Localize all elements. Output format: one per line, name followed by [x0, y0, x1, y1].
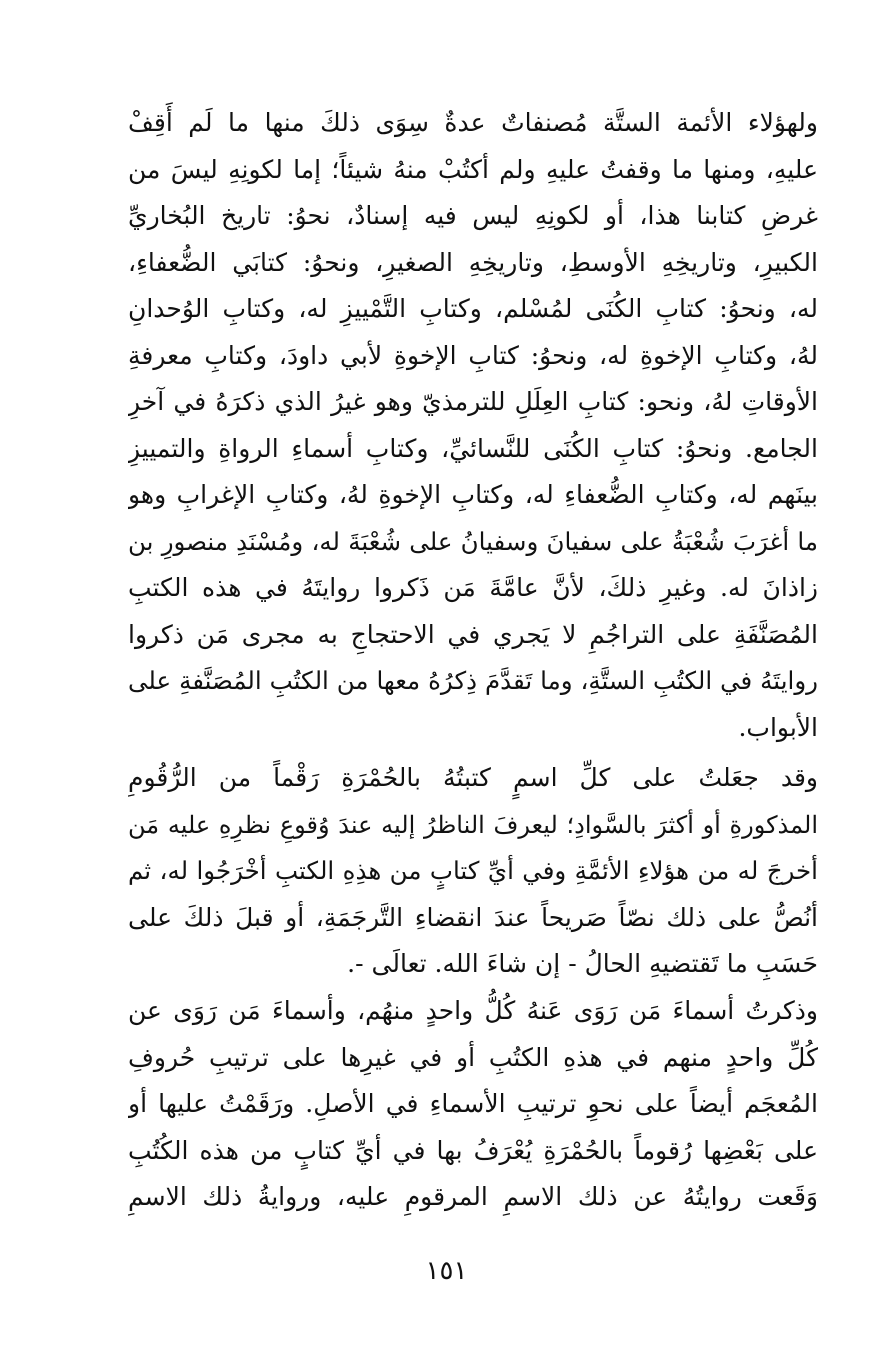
text-line: روايتَهُ في الكتُبِ الستَّةِ، وما تَقدَّمَ ذِكرُهُ معها من الكتُبِ المُصَنَّفةِ على	[128, 666, 818, 695]
page-number: ١٥١	[425, 1256, 468, 1286]
text-line: له، ونحوُ: كتابِ الكُنَى لمُسْلم، وكتابِ التَّمْييزِ له، وكتابِ الوُحدانِ	[128, 294, 818, 323]
text-line: كُلِّ واحدٍ منهم في هذهِ الكتُبِ أو في غيرِها على ترتيبِ حُروفِ	[128, 1042, 818, 1072]
text-line: ما أغرَبَ شُعْبَةُ على سفيانَ وسفيانُ على شُعْبَةَ له، ومُسْنَدِ منصورِ بن	[128, 526, 818, 556]
text-line: غرضِ كتابنا هذا، أو لكونِهِ ليس فيه إسنادٌ، نحوُ: تاريخ البُخاريِّ	[128, 201, 818, 230]
text-line: حَسَبِ ما تَقتضيهِ الحالُ - إن شاءَ الله. تعالَى -.	[347, 949, 818, 978]
paragraph-3	[128, 988, 818, 1221]
text-line: أخرجَ له من هؤلاءِ الأئمَّةِ وفي أيِّ كتابٍ من هذِهِ الكتبِ أخْرَجُوا له، ثم	[128, 856, 818, 885]
text-line: المُصَنَّفَةِ على التراجُمِ لا يَجري في الاحتجاجِ به مجرى مَن ذكروا	[128, 619, 818, 649]
text-line: المُعجَم أيضاً على نحوِ ترتيبِ الأسماءِ في الأصلِ. ورَقَمْتُ عليها أو	[128, 1089, 818, 1118]
paragraph-2	[128, 755, 818, 988]
text-line: زاذانَ له. وغيرِ ذلكَ، لأنَّ عامَّةَ مَن ذَكروا روايتَهُ في هذه الكتبِ	[128, 573, 818, 602]
text-line: الكبيرِ، وتاريخِهِ الأوسطِ، وتاريخِهِ الصغيرِ، ونحوُ: كتابَي الضُّعفاءِ،	[128, 247, 818, 277]
text-line: المذكورةِ أو أكثرَ بالسَّوادِ؛ ليعرفَ الناظرُ إليه عندَ وُقوعِ نظرِهِ عليه مَن	[128, 810, 818, 839]
text-line: على بَعْضِها رُقوماً بالحُمْرَةِ يُعْرَفُ بها في أيِّ كتابٍ من هذه الكُتُبِ	[128, 1135, 818, 1165]
text-line: وَقَعت روايتُهُ عن ذلك الاسمِ المرقومِ عليه، وروايةُ ذلك الاسمِ	[128, 1182, 818, 1211]
text-line: وقد جعَلتُ على كلِّ اسمٍ كتبتُهُ بالحُمْرَةِ رَقْماً من الرُّقُومِ	[128, 763, 818, 792]
text-line: ولهؤلاء الأئمة الستَّة مُصنفاتٌ عدةٌ سِوَى ذلكَ منها ما لَم أَقِفْ	[128, 108, 818, 137]
text-line: الأوقاتِ لهُ، ونحو: كتابِ العِلَلِ للترمذيّ وهو غيرُ الذي ذكرَهُ في آخرِ	[128, 387, 818, 416]
text-line: لهُ، وكتابِ الإخوةِ له، ونحوُ: كتابِ الإخوةِ لأبي داودَ، وكتابِ معرفةِ	[128, 340, 818, 370]
text-line: أنُصُّ على ذلك نصّاً صَريحاً عندَ انقضاءِ التَّرجَمَةِ، أو قبلَ ذلكَ على	[128, 902, 818, 932]
text-line: وذكرتُ أسماءَ مَن رَوَى عَنهُ كُلُّ واحدٍ منهُم، وأسماءَ مَن رَوَى عن	[128, 996, 818, 1025]
text-line: بينَهم له، وكتابِ الضُّعفاءِ له، وكتابِ الإخوةِ لهُ، وكتابِ الإغرابِ وهو	[128, 480, 818, 509]
text-line: عليهِ، ومنها ما وقفتُ عليهِ ولم أكتُبْ منهُ شيئاً؛ إما لكونِهِ ليسَ من	[128, 154, 818, 184]
text-line: الأبواب.	[738, 712, 818, 742]
text-line: الجامع. ونحوُ: كتابِ الكُنَى للنَّسائيِّ، وكتابِ أسماءِ الرواةِ والتمييزِ	[128, 433, 818, 463]
paragraph-1	[128, 100, 818, 751]
